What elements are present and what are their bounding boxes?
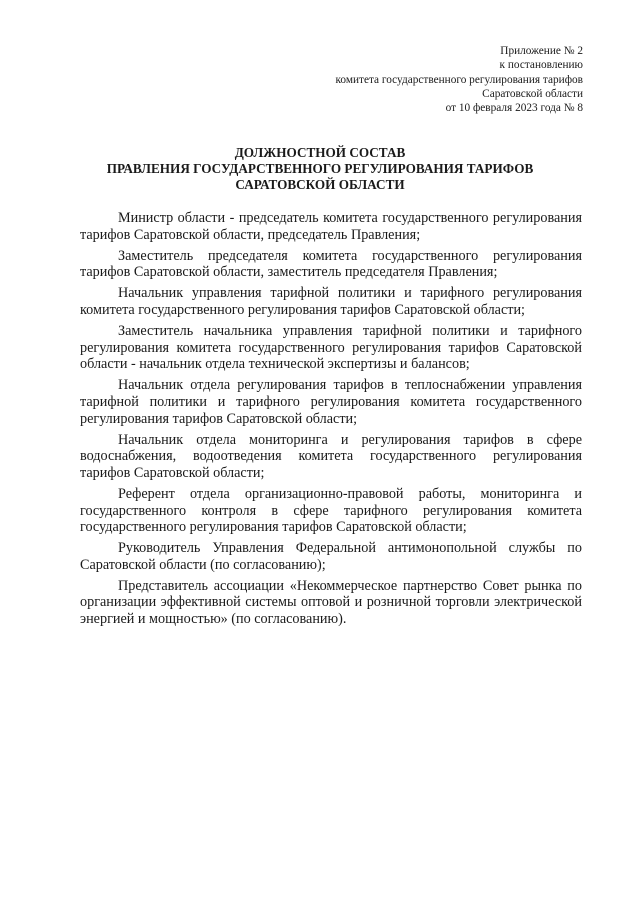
document-title (60, 145, 580, 193)
title-line-1: ДОЛЖНОСТНОЙ СОСТАВ (234, 145, 406, 160)
appendix-committee: комитета государственного регулирования тарифов (335, 73, 583, 86)
member-paragraph: Заместитель председателя комитета государственного регулирования тарифов Саратовской области, заместитель председателя Правления; (80, 247, 582, 281)
appendix-number: Приложение № 2 (500, 45, 583, 57)
member-paragraph: Начальник отдела регулирования тарифов в теплоснабжении управления тарифной политики и тарифного регулирования комитета государственного регулирования тарифов Саратовской области; (80, 377, 582, 427)
member-paragraph: Представитель ассоциации «Некоммерческое партнерство Совет рынка по организации эффективной системы оптовой и розничной торговли электрической энергией и мощностью» (по согласованию). (80, 577, 582, 628)
member-paragraph: Министр области - председатель комитета государственного регулирования тарифов Саратовской области, председатель Правления; (80, 210, 582, 243)
member-paragraph: Начальник управления тарифной политики и тарифного регулирования комитета государственного регулирования тарифов Саратовской области; (80, 285, 582, 318)
title-line-3: САРАТОВСКОЙ ОБЛАСТИ (235, 177, 405, 192)
appendix-region: Саратовской области (482, 87, 583, 100)
member-paragraph: Руководитель Управления Федеральной антимонопольной службы по Саратовской области (по согласованию); (80, 540, 582, 573)
member-paragraph: Референт отдела организационно-правовой работы, мониторинга и государственного контроля в сфере тарифного регулирования комитета государственного регулирования тарифов Саратовской области; (80, 485, 582, 536)
member-paragraph: Заместитель начальника управления тарифной политики и тарифного регулирования комитета государственного регулирования тарифов Саратовской области - начальник отдела технической экспертизы и балансов; (80, 323, 582, 373)
member-paragraph: Начальник отдела мониторинга и регулирования тарифов в сфере водоснабжения, водоотведения комитета государственного регулирования тарифов Саратовской области; (80, 431, 582, 481)
appendix-date: от 10 февраля 2023 года № 8 (445, 102, 583, 115)
appendix-resolution: к постановлению (499, 59, 583, 72)
members-list (80, 210, 582, 632)
title-line-2: ПРАВЛЕНИЯ ГОСУДАРСТВЕННОГО РЕГУЛИРОВАНИЯ ТАРИФОВ (106, 161, 534, 176)
appendix-header (263, 44, 583, 115)
